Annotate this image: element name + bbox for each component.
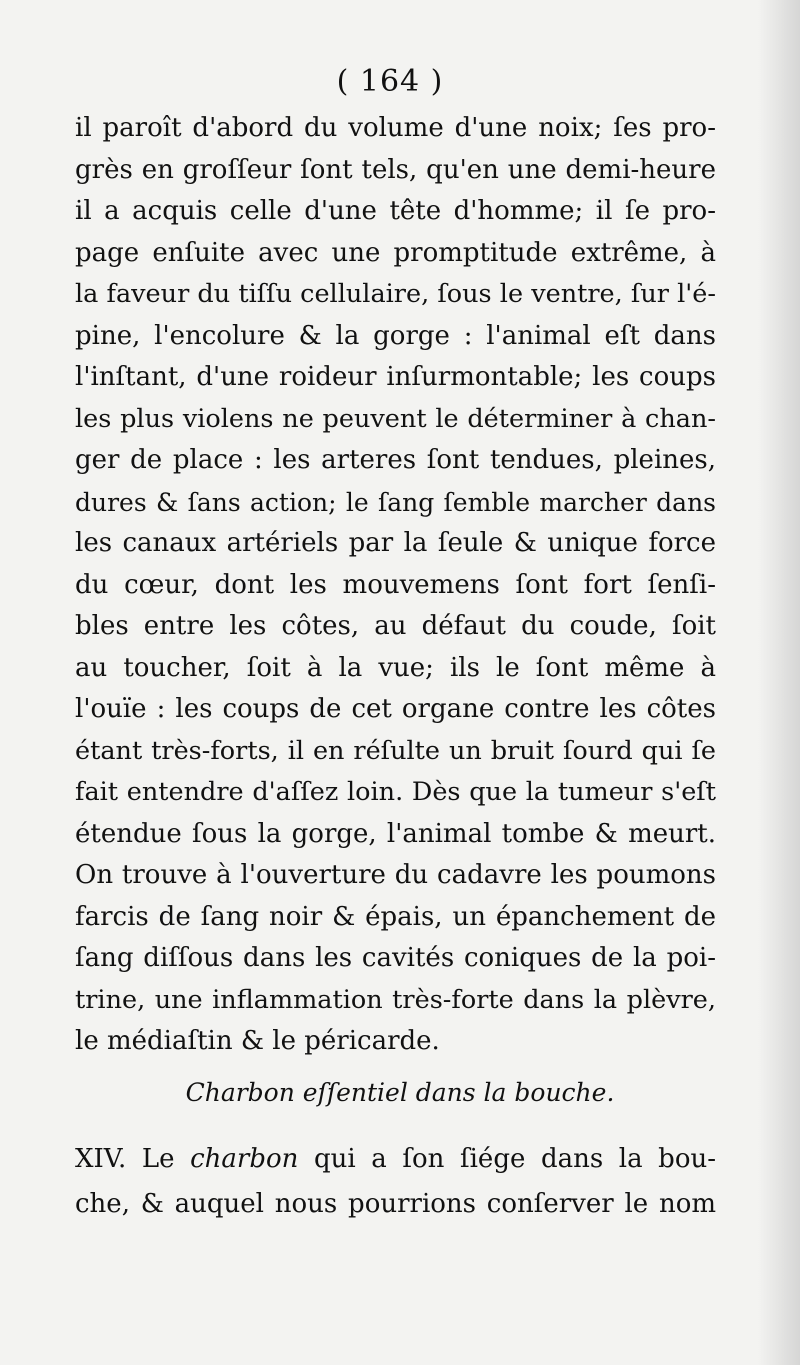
page-number: ( 164 ) xyxy=(336,64,444,99)
paragraph-section-xiv xyxy=(75,1137,716,1227)
text-line: il a acquis celle d'une tête d'homme; il ſe pro- xyxy=(75,196,716,226)
text-line: il paroît d'abord du volume d'une noix; ſes pro- xyxy=(75,113,716,143)
text-line: ſang diſſous dans les cavités coniques de la poi- xyxy=(75,943,716,973)
text-line-suffix: qui a ſon ſiége dans la bou- xyxy=(298,1144,717,1174)
text-line: pine, l'encolure & la gorge : l'animal eſt dans xyxy=(75,320,716,351)
text-line: du cœur, dont les mouvemens ſont fort ſenſi- xyxy=(75,569,716,600)
italic-term: charbon xyxy=(190,1144,299,1174)
text-line: étant très-forts, il en réſulte un bruit ſourd qui ſe xyxy=(75,735,716,766)
section-heading: Charbon eſſentiel dans la bouche. xyxy=(185,1078,615,1107)
text-line: bles entre les côtes, au défaut du coude, ſoit xyxy=(75,611,716,641)
text-line: l'inſtant, d'une roideur inſurmontable; les coups xyxy=(75,362,716,392)
text-line xyxy=(75,1137,716,1182)
text-line: fait entendre d'aſſez loin. Dès que la tumeur s'eſt xyxy=(75,777,716,807)
text-line: che, & auquel nous pourrions conſerver le nom xyxy=(75,1189,716,1219)
text-line: On trouve à l'ouverture du cadavre les poumons xyxy=(75,860,716,890)
text-line: le médiaſtin & le péricarde. xyxy=(75,1026,440,1056)
text-line: étendue ſous la gorge, l'animal tombe & meurt. xyxy=(75,818,716,849)
text-line: les canaux artériels par la ſeule & unique force xyxy=(75,528,716,558)
text-line: page enſuite avec une promptitude extrême, à xyxy=(75,237,716,268)
text-line: la faveur du tiſſu cellulaire, ſous le ventre, ſur l'é- xyxy=(75,279,716,309)
text-line: dures & ſans action; le ſang ſemble marcher dans xyxy=(75,487,716,517)
text-line-prefix: XIV. Le xyxy=(75,1144,191,1174)
text-line: trine, une inflammation très-forte dans la plèvre, xyxy=(75,984,716,1015)
paragraph-main xyxy=(75,108,716,1063)
text-line: l'ouïe : les coups de cet organe contre les côtes xyxy=(75,694,716,724)
text-line: farcis de ſang noir & épais, un épanchement de xyxy=(75,901,716,932)
text-line: au toucher, ſoit à la vue; ils le ſont même à xyxy=(75,652,716,683)
text-line: ger de place : les arteres ſont tendues, pleines, xyxy=(75,445,716,475)
text-line: grès en groſſeur ſont tels, qu'en une demi-heure xyxy=(75,154,716,185)
text-line: les plus violens ne peuvent le déterminer à chan- xyxy=(75,403,716,434)
page-edge-shadow xyxy=(758,0,800,1365)
